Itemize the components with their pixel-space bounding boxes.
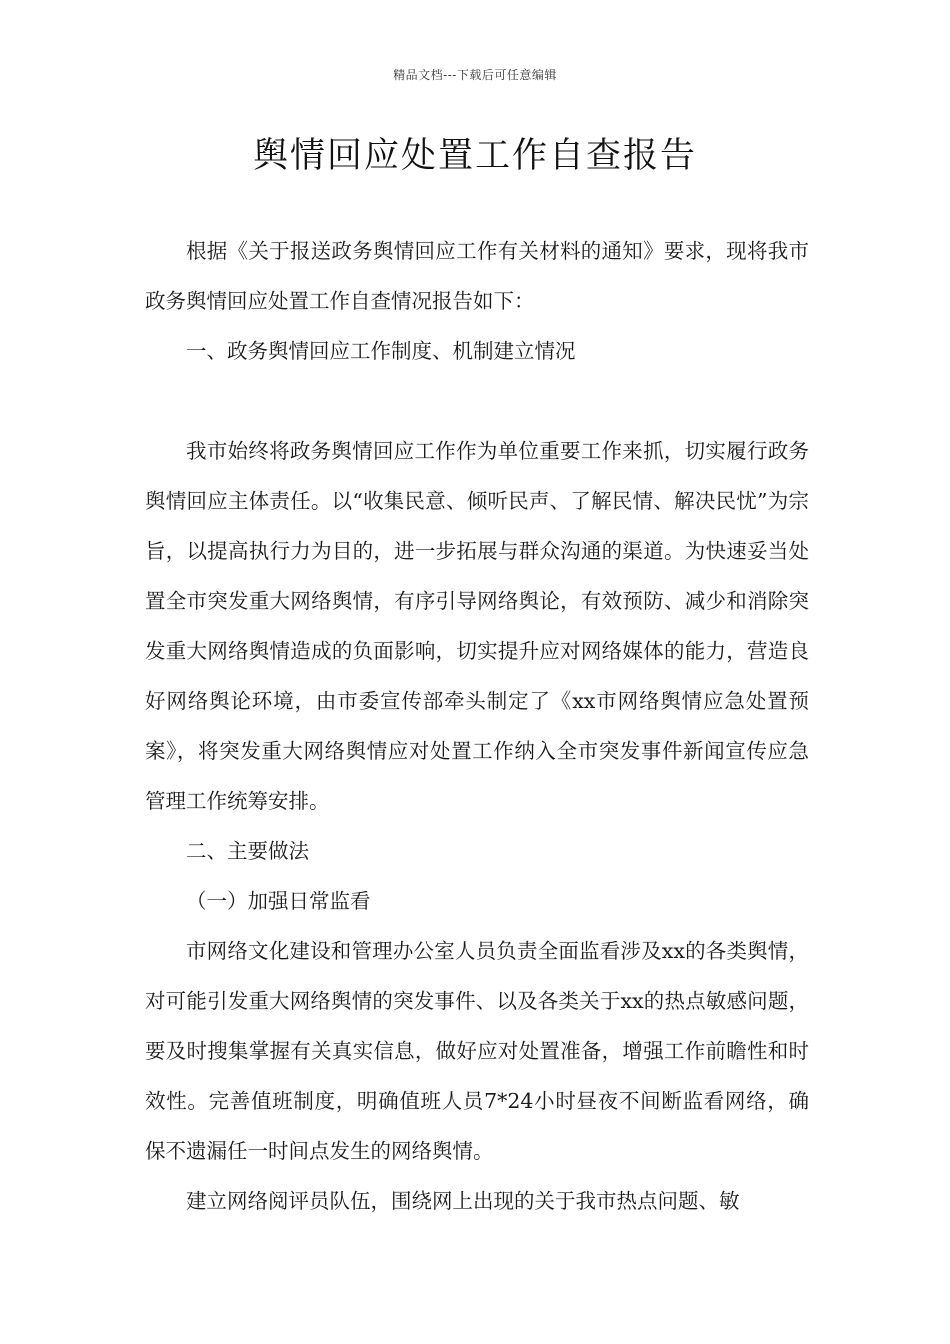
header-note: 精品文档---下载后可任意编辑 xyxy=(393,68,557,82)
document-body xyxy=(145,226,809,1226)
document-title: 舆情回应处置工作自查报告 xyxy=(252,136,697,176)
section-heading-1: 一、政务舆情回应工作制度、机制建立情况 xyxy=(186,339,576,363)
paragraph-reviewers: 建立网络阅评员队伍，围绕网上出现的关于我市热点问题、敏 xyxy=(186,1189,740,1213)
subsection-heading-1: （一）加强日常监看 xyxy=(186,889,371,913)
paragraph-intro: 根据《关于报送政务舆情回应工作有关材料的通知》要求，现将我市政务舆情回应处置工作自查情况报告如下： xyxy=(145,239,809,313)
paragraph-monitoring: 市网络文化建设和管理办公室人员负责全面监看涉及xx的各类舆情，对可能引发重大网络舆情的突发事件、以及各类关于xx的热点敏感问题，要及时搜集掌握有关真实信息，做好应对处置准备，增强工作前瞻性和时效性。完善值班制度，明确值班人员7*24小时昼夜不间断监看网络，确保不遗漏任一时间点发生的网络舆情。 xyxy=(145,939,809,1163)
section-heading-2: 二、主要做法 xyxy=(186,839,309,863)
paragraph-mechanism: 我市始终将政务舆情回应工作作为单位重要工作来抓，切实履行政务舆情回应主体责任。以“收集民意、倾听民声、了解民情、解决民忧”为宗旨，以提高执行力为目的，进一步拓展与群众沟通的渠道。为快速妥当处置全市突发重大网络舆情，有序引导网络舆论，有效预防、减少和消除突发重大网络舆情造成的负面影响，切实提升应对网络媒体的能力，营造良好网络舆论环境，由市委宣传部牵头制定了《xx市网络舆情应急处置预案》，将突发重大网络舆情应对处置工作纳入全市突发事件新闻宣传应急管理工作统筹安排。 xyxy=(145,439,809,813)
